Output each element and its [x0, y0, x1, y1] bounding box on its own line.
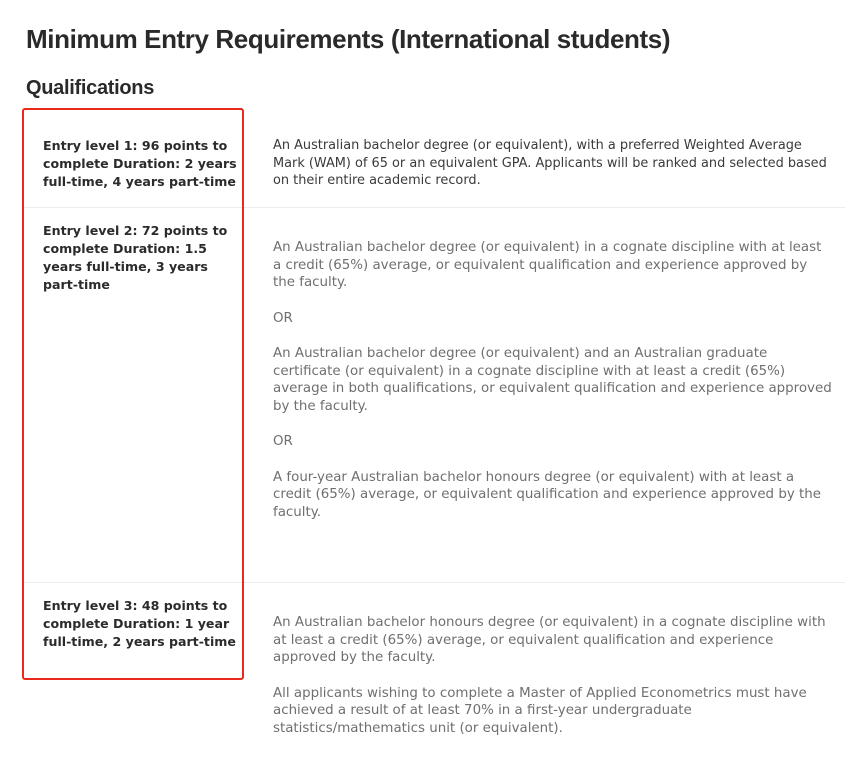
page-title: Minimum Entry Requirements (International students) — [26, 24, 671, 54]
entry-level-3-description — [273, 614, 833, 737]
entry-level-1-description — [273, 137, 833, 190]
entry-level-2-label: Entry level 2: 72 points to complete Duration: 1.5 years full-time, 3 years part-time — [43, 223, 228, 292]
entry-level-1-paragraph-1: An Australian bachelor degree (or equivalent), with a preferred Weighted Average Mark (WAM) of 65 or an equivalent GPA. Applicants will be ranked and selected based on their entire academic record. — [273, 138, 827, 188]
entry-level-2-description — [273, 239, 833, 521]
requirement-row-level-3 — [24, 583, 845, 773]
entry-level-2-or-separator-2: OR — [273, 434, 293, 449]
entry-level-2-paragraph-2: An Australian bachelor degree (or equivalent) and an Australian graduate certificate (or equivalent) in a cognate discipline with at least a credit (65%) average in both qualifications, or equivalent qualification and experience approved by the faculty. — [273, 346, 832, 414]
entry-level-1-label: Entry level 1: 96 points to complete Duration: 2 years full-time, 4 years part-time — [43, 138, 237, 189]
requirement-row-level-1 — [24, 127, 845, 208]
entry-level-3-label: Entry level 3: 48 points to complete Duration: 1 year full-time, 2 years part-time — [43, 598, 236, 649]
entry-level-2-or-separator-1: OR — [273, 310, 293, 326]
entry-level-2-paragraph-1: An Australian bachelor degree (or equivalent) in a cognate discipline with at least a credit (65%) average, or equivalent qualification and experience approved by the faculty. — [273, 240, 822, 290]
entry-level-3-paragraph-1: An Australian bachelor honours degree (or equivalent) in a cognate discipline with at least a credit (65%) average, or equivalent qualification and experience approved by the faculty. — [273, 615, 826, 665]
entry-level-3-paragraph-2: All applicants wishing to complete a Master of Applied Econometrics must have achieved a result of at least 70% in a first-year undergraduate statistics/mathematics unit (or equivalent). — [273, 685, 807, 736]
entry-level-2-paragraph-3: A four-year Australian bachelor honours degree (or equivalent) with at least a credit (65%) average, or equivalent qualification and experience approved by the faculty. — [273, 469, 821, 520]
requirement-row-level-2 — [24, 208, 845, 583]
section-title-qualifications: Qualifications — [26, 77, 155, 99]
